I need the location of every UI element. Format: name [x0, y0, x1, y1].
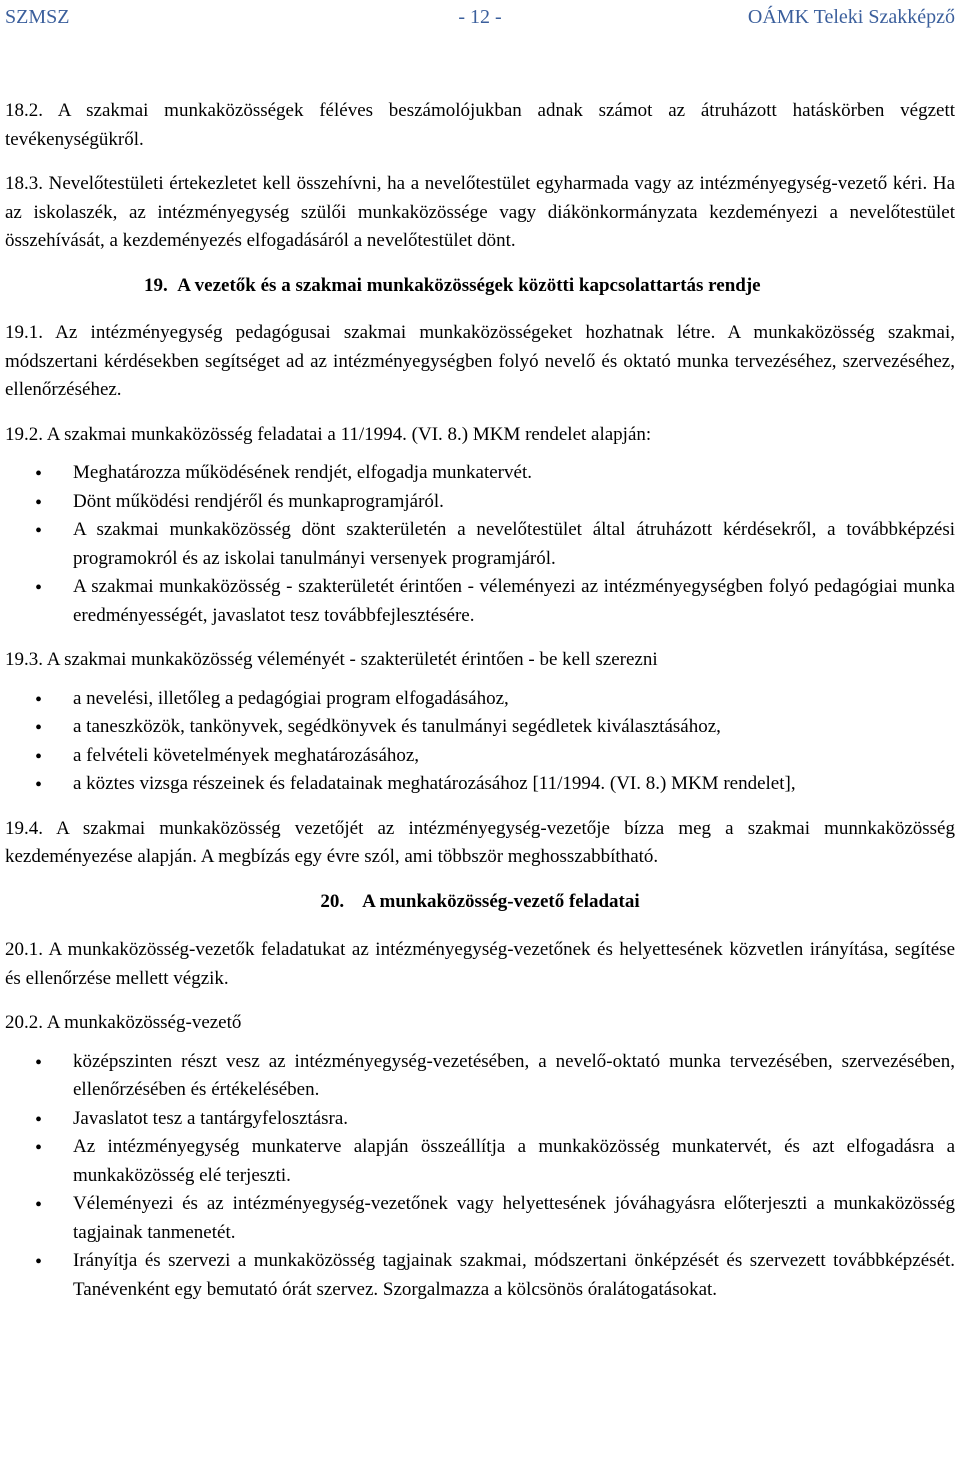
- list-item: • Javaslatot tesz a tantárgyfelosztásra.: [5, 1105, 955, 1134]
- heading-text: A vezetők és a szakmai munkaközösségek közötti kapcsolattartás rendje: [177, 274, 761, 296]
- list-item: • Meghatározza működésének rendjét, elfogadja munkatervét.: [5, 459, 955, 488]
- heading-text: A munkaközösség-vezető feladatai: [362, 890, 640, 912]
- section-number: 19.4.: [5, 817, 57, 839]
- paragraph-18-3: [5, 170, 955, 256]
- paragraph-18-2: [5, 97, 955, 154]
- list-19-3: [5, 685, 955, 799]
- list-item: • a köztes vizsga részeinek és feladatainak meghatározásához [11/1994. (VI. 8.) MKM rendelet],: [5, 770, 955, 799]
- section-heading-20: [5, 888, 955, 917]
- heading-number: 20.: [320, 890, 345, 912]
- list-item: • középszinten részt vesz az intézményegység-vezetésében, a nevelő-oktató munka tervezésében, szervezésében, ellenőrzésében és értékelésében.: [5, 1048, 955, 1105]
- list-item: • a felvételi követelmények meghatározásához,: [5, 742, 955, 771]
- section-number: 20.1.: [5, 939, 49, 960]
- document-body: [5, 97, 955, 1320]
- paragraph-text: A munkaközösség-vezető: [46, 1012, 242, 1033]
- list-item: • A szakmai munkaközösség - szakterületét érintően - véleményezi az intézményegységben folyó pedagógiai munka eredményességét, javaslatot tesz továbbfejlesztésére.: [5, 573, 955, 630]
- list-19-2: [5, 459, 955, 630]
- paragraph-19-1: [5, 319, 955, 405]
- section-number: 20.2.: [5, 1012, 47, 1033]
- paragraph-text: A szakmai munkaközösségek féléves beszámolójukban adnak számot az átruházott hatáskörben végzett tevékenységükről.: [5, 100, 956, 150]
- section-number: 19.2.: [5, 423, 47, 445]
- list-item: • Irányítja és szervezi a munkaközösség tagjainak szakmai, módszertani önképzését és szervezett továbbképzését. Tanévenként egy bemutató órát szervez. Szorgalmazza a kölcsönös óralátogatásokat.: [5, 1247, 955, 1304]
- list-20-2: [5, 1048, 955, 1305]
- list-item: • Dönt működési rendjéről és munkaprogramjáról.: [5, 488, 955, 517]
- section-number: 18.3.: [5, 173, 49, 194]
- paragraph-text: Az intézményegység pedagógusai szakmai munkaközösségeket hozhatnak létre. A munkaközösség szakmai, módszertani kérdésekben segítséget ad az intézményegységben folyó nevelő és oktató munka tervezéséhez, szervezéséhez, ellenőrzéséhez.: [5, 322, 955, 400]
- section-number: 18.2.: [5, 100, 58, 121]
- list-item: • Véleményezi és az intézményegység-vezetőnek vagy helyettesének jóváhagyásra előterjeszti a munkaközösség tagjainak tanmenetét.: [5, 1190, 955, 1247]
- list-item: • Az intézményegység munkaterve alapján összeállítja a munkaközösség munkatervét, és azt elfogadásra a munkaközösség elé terjeszti.: [5, 1133, 955, 1190]
- paragraph-19-4: [5, 815, 955, 872]
- paragraph-text: Nevelőtestületi értekezletet kell összehívni, ha a nevelőtestület egyharmada vagy az intézményegység-vezető kéri. Ha az iskolaszék, az intézményegység szülői munkaközössége vagy diákönkormányzata kezdeményezi a nevelőtestület összehívását, a kezdeményezés elfogadásáról a nevelőtestület dönt.: [5, 173, 955, 251]
- page-header: [5, 2, 955, 34]
- section-number: 19.1.: [5, 322, 56, 343]
- section-number: 19.3.: [5, 649, 47, 670]
- list-item: • a nevelési, illetőleg a pedagógiai program elfogadásához,: [5, 685, 955, 714]
- paragraph-text: A szakmai munkaközösség vezetőjét az intézményegység-vezetője bízza meg a szakmai munnkaközösség kezdeményezése alapján. A megbízás egy évre szól, ami többször meghosszabbítható.: [5, 817, 955, 867]
- section-heading-19: [5, 272, 955, 301]
- heading-number: 19.: [144, 274, 168, 296]
- paragraph-19-2: [5, 421, 955, 450]
- header-doc-code: SZMSZ: [5, 6, 70, 28]
- header-institution: OÁMK Teleki Szakképző: [747, 6, 955, 28]
- paragraph-20-2: [5, 1009, 955, 1038]
- list-item: • A szakmai munkaközösség dönt szakterületén a nevelőtestület által átruházott kérdésekről, a továbbképzési programokról és az iskolai tanulmányi versenyek programjáról.: [5, 516, 955, 573]
- header-page-number: - 12 -: [458, 6, 502, 28]
- paragraph-19-3: [5, 646, 955, 675]
- paragraph-20-1: [5, 936, 955, 993]
- paragraph-text: A munkaközösség-vezetők feladatukat az intézményegység-vezetőnek és helyettesének közvetlen irányítása, segítése és ellenőrzése mellett végzik.: [5, 939, 955, 989]
- list-item: • a taneszközök, tankönyvek, segédkönyvek és tanulmányi segédletek kiválasztásához,: [5, 713, 955, 742]
- paragraph-text: A szakmai munkaközösség feladatai a 11/1994. (VI. 8.) MKM rendelet alapján:: [46, 423, 652, 445]
- paragraph-text: A szakmai munkaközösség véleményét - szakterületét érintően - be kell szerezni: [46, 649, 658, 670]
